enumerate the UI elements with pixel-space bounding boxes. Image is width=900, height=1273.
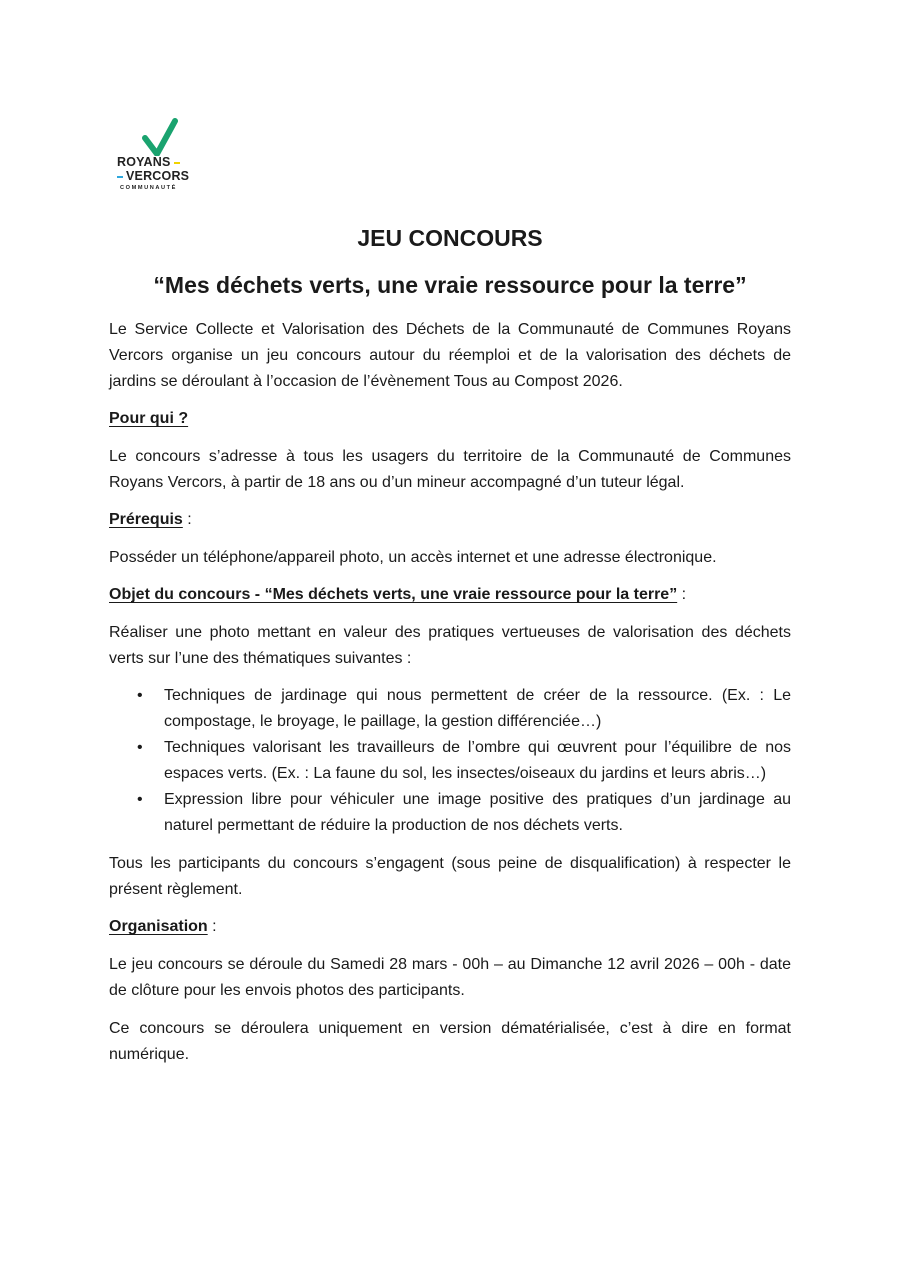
- bullet-icon: •: [137, 739, 143, 756]
- document-title: JEU CONCOURS: [357, 225, 543, 251]
- checkmark-icon: [117, 118, 179, 156]
- intro-paragraph: Le Service Collecte et Valorisation des Déchets de la Communauté de Communes Royans Vercors organise un jeu concours autour du réemploi et de la valorisation des déchets de jardins se déroulant à l’occasion de l’évènement Tous au Compost 2026.: [109, 321, 791, 390]
- objet-paragraph: Réaliser une photo mettant en valeur des pratiques vertueuses de valorisation des déchets verts sur l’une des thématiques suivantes :: [109, 624, 791, 667]
- section-heading-objet: Objet du concours - “Mes déchets verts, une vraie ressource pour la terre” :: [109, 586, 687, 603]
- list-item: • Techniques de jardinage qui nous permettent de créer de la ressource. (Ex. : Le compostage, le broyage, le paillage, la gestion différenciée…): [109, 683, 791, 735]
- list-item: • Techniques valorisant les travailleurs de l’ombre qui œuvrent pour l’équilibre de nos espaces verts. (Ex. : La faune du sol, les insectes/oiseaux du jardins et leurs abris…): [109, 735, 791, 787]
- blue-dash-icon: [117, 176, 123, 178]
- bullet-icon: •: [137, 687, 143, 704]
- pour-qui-paragraph: Le concours s’adresse à tous les usagers du territoire de la Communauté de Communes Royans Vercors, à partir de 18 ans ou d’un mineur accompagné d’un tuteur légal.: [109, 448, 791, 491]
- document-subtitle: “Mes déchets verts, une vraie ressource pour la terre”: [153, 272, 747, 298]
- logo-line-3: COMMUNAUTÉ: [120, 185, 178, 191]
- engagement-paragraph: Tous les participants du concours s’engagent (sous peine de disqualification) à respecter le présent règlement.: [109, 855, 791, 898]
- section-heading-organisation: Organisation :: [109, 918, 217, 935]
- section-heading-prerequis: Prérequis :: [109, 511, 192, 528]
- bullet-icon: •: [137, 791, 143, 808]
- yellow-dash-icon: [174, 162, 180, 164]
- section-heading-pour-qui: Pour qui ?: [109, 410, 189, 427]
- themes-list: [109, 683, 791, 839]
- list-item: • Expression libre pour véhiculer une image positive des pratiques d’un jardinage au naturel permettant de réduire la production de nos déchets verts.: [109, 787, 791, 839]
- organisation-paragraph-format: Ce concours se déroulera uniquement en version dématérialisée, c’est à dire en format numérique.: [109, 1020, 791, 1063]
- royans-vercors-logo: [117, 118, 207, 198]
- document-body: [109, 220, 791, 1068]
- logo-line-2: VERCORS: [117, 169, 189, 183]
- logo-line-1: ROYANS: [117, 155, 180, 169]
- prerequis-paragraph: Posséder un téléphone/appareil photo, un accès internet et une adresse électronique.: [109, 549, 717, 566]
- organisation-paragraph-dates: Le jeu concours se déroule du Samedi 28 mars - 00h – au Dimanche 12 avril 2026 – 00h - date de clôture pour les envois photos des participants.: [109, 956, 791, 999]
